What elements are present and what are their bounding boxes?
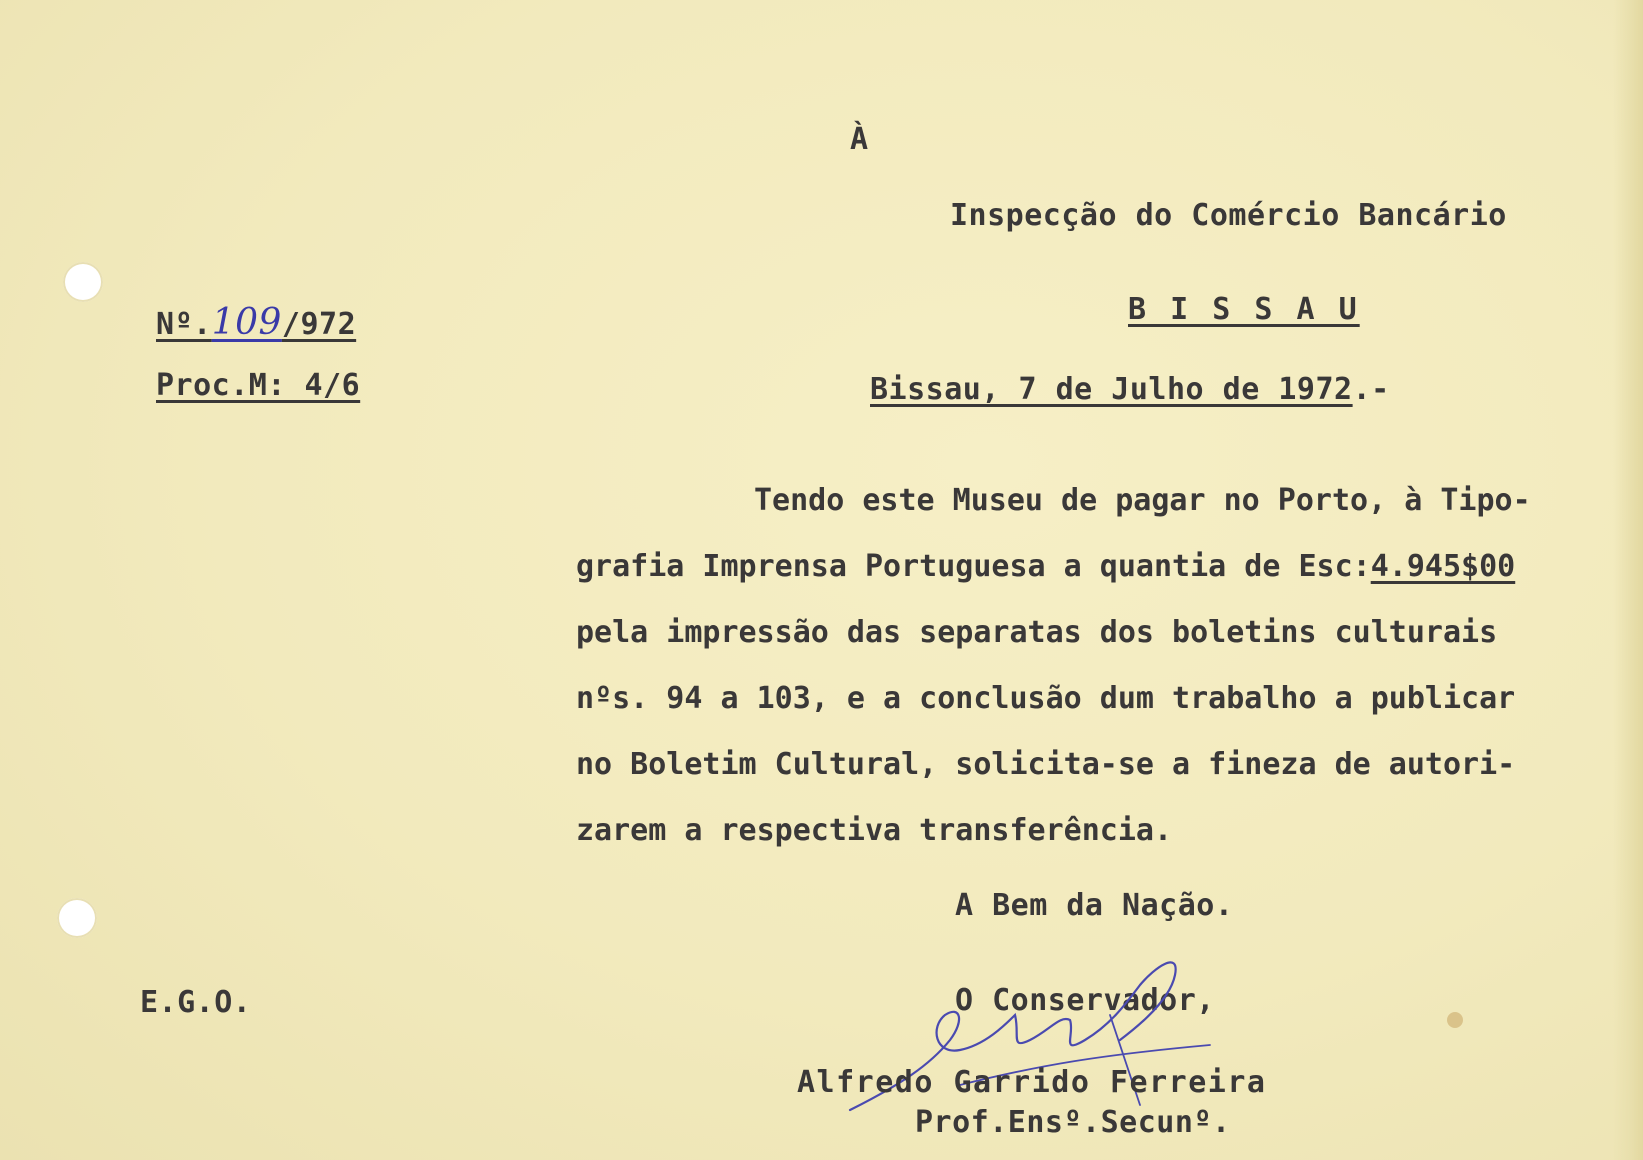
punch-hole-top [63,262,103,302]
process-reference: Proc.M: 4/6 [156,368,361,403]
body-line: grafia Imprensa Portuguesa a quantia de Esc:4.945$00 [576,549,1516,584]
amount: 4.945$00 [1370,549,1516,584]
addressee-prefix: À [850,122,869,157]
reference-number-handwritten: 109 [211,302,282,343]
paper-edge [1613,0,1643,1160]
closing: A Bem da Nação. [955,888,1234,923]
reference-number-label: Nº. [156,307,212,342]
initials: E.G.O. [140,985,252,1020]
addressee: Inspecção do Comércio Bancário [950,198,1507,233]
body-line: Tendo este Museu de pagar no Porto, à Tipo- [754,483,1531,518]
date-suffix: .- [1352,372,1390,407]
reference-number [156,302,356,343]
paper-stain [1447,1012,1463,1028]
body-line: pela impressão das separatas dos boletins culturais [576,615,1498,650]
body-line: zarem a respectiva transferência. [576,813,1173,848]
body-line: nºs. 94 a 103, e a conclusão dum trabalho a publicar [576,681,1516,716]
signatory-title: Prof.Ensº.Secunº. [915,1105,1231,1140]
date-line [870,372,1390,407]
reference-number-year: /972 [281,307,357,342]
city-heading: B I S S A U [1128,292,1360,327]
signatory-role: O Conservador, [955,983,1215,1018]
punch-hole-bottom [57,898,97,938]
signatory-name: Alfredo Garrido Ferreira [797,1065,1267,1100]
date-text: Bissau, 7 de Julho de 1972 [870,372,1353,407]
letter-body [576,468,1611,864]
body-line: no Boletim Cultural, solicita-se a fineza de autori- [576,747,1516,782]
